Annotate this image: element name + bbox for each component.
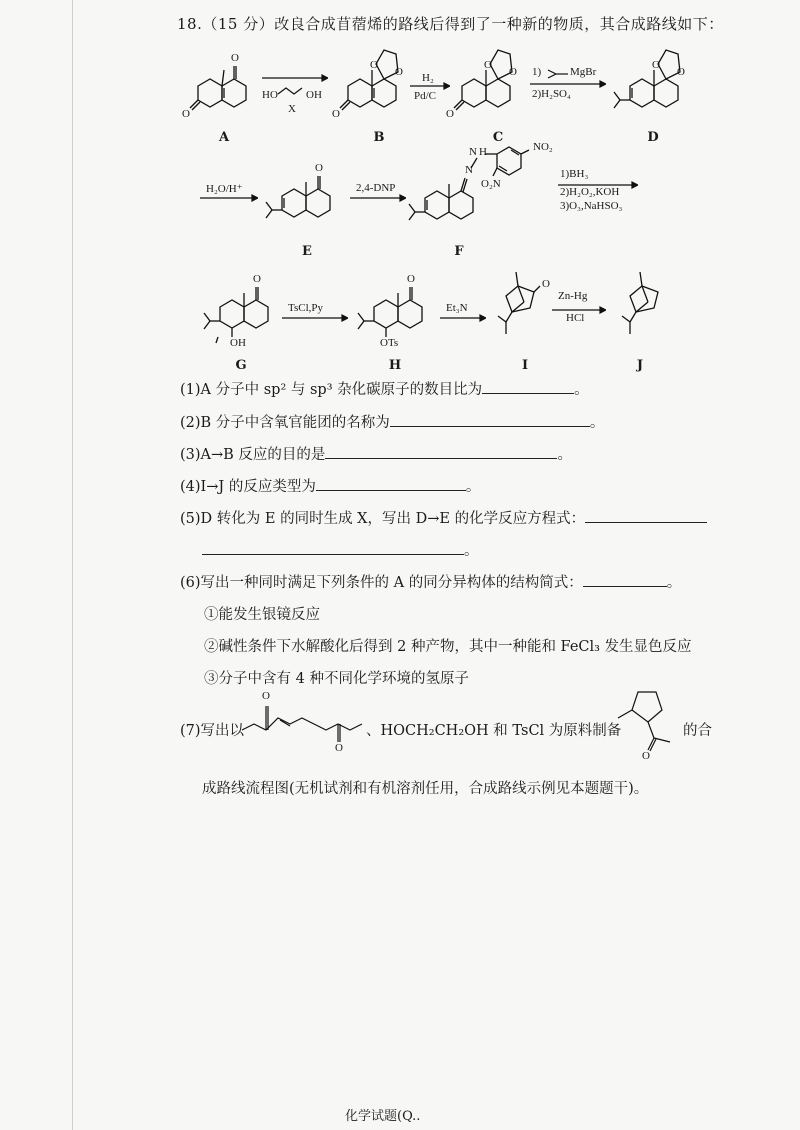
f-nitro-ortho: O₂N	[481, 178, 501, 190]
reagent-pd-c: Pd/C	[414, 90, 437, 102]
answer-blank-2[interactable]	[390, 411, 590, 427]
question-2: (2)B 分子中含氧官能团的名称为 。	[180, 411, 604, 432]
reagent-et3n: Et₃N	[446, 302, 468, 314]
d-ketal-o1: O	[652, 59, 660, 71]
compound-c-structure	[448, 32, 534, 128]
answer-blank-6[interactable]	[583, 571, 667, 587]
arrow-a-to-b	[262, 70, 328, 113]
label-d: D	[647, 130, 659, 145]
reagent-oh: OH	[306, 89, 322, 101]
question-7-start: (7)写出以	[180, 723, 245, 739]
f-hydrazine-h: H	[479, 146, 487, 158]
question-title: 18.（15 分）改良合成苜蓿烯的路线后得到了一种新的物质，其合成路线如下：	[177, 15, 724, 33]
label-h: H	[388, 358, 402, 373]
label-i: I	[521, 358, 529, 373]
q7-ketone-o-bottom: O	[335, 742, 343, 754]
reagent-ho: HO	[262, 89, 278, 101]
reagent-h2o2-koh: 2)H₂O₂,KOH	[560, 186, 620, 198]
b-ketal-o2: O	[395, 66, 403, 78]
g-ketone-o: O	[253, 273, 261, 285]
label-b: B	[373, 130, 385, 145]
question-7-middle: 、HOCH₂CH₂OH 和 TsCl 为原料制备	[366, 723, 622, 739]
b-ketal-o1: O	[370, 59, 378, 71]
condition-3: ③分子中含有 4 种不同化学环境的氢原子	[204, 671, 469, 687]
question-7-line2: 成路线流程图(无机试剂和有机溶剂任用，合成路线示例见本题题干)。	[202, 781, 649, 797]
reagent-h2: H₂	[422, 72, 434, 84]
reagent-o3: 3)O₃,NaHSO₃	[560, 200, 623, 212]
page-margin-rule	[72, 0, 73, 1130]
reagent-bh3: 1)BH₃	[560, 168, 589, 180]
d-ketal-o2: O	[677, 66, 685, 78]
question-5-continued: 。	[202, 539, 479, 560]
label-j: J	[636, 358, 644, 373]
reagent-tscl-py: TsCl,Py	[288, 302, 323, 314]
g-hydroxyl: OH	[230, 337, 246, 349]
answer-blank-1[interactable]	[482, 378, 574, 394]
answer-blank-4[interactable]	[316, 475, 466, 491]
q7-starting-material-structure	[240, 690, 368, 754]
a-ketone-o: O	[231, 52, 239, 64]
reagent-h2so4: 2)H₂SO₄	[532, 88, 571, 100]
reagent-zn-hg: Zn-Hg	[558, 290, 588, 302]
q7-ketone-o-top: O	[262, 690, 270, 702]
h-tosylate: OTs	[380, 337, 399, 349]
c-ketal-o1: O	[484, 59, 492, 71]
page-footer: 化学试题(Q..	[345, 1109, 421, 1124]
compound-g-structure	[196, 265, 286, 355]
c-ketone-o: O	[446, 108, 454, 120]
condition-2: ②碱性条件下水解酸化后得到 2 种产物，其中一种能和 FeCl₃ 发生显色反应	[204, 639, 692, 655]
label-f: F	[454, 244, 464, 259]
f-nitro-para: NO₂	[533, 141, 553, 153]
reagent-dnp: 2,4-DNP	[356, 182, 396, 194]
answer-blank-5a[interactable]	[585, 507, 707, 523]
b-enone-o: O	[332, 108, 340, 120]
label-g: G	[235, 358, 247, 373]
f-imine-n: N	[465, 164, 473, 176]
label-e: E	[302, 244, 312, 259]
a-enone-o: O	[182, 108, 190, 120]
c-ketal-o2: O	[509, 66, 517, 78]
compound-e-structure	[262, 162, 348, 238]
reagent-acid-water: H₂O/H⁺	[206, 183, 243, 195]
reagent-mgbr: MgBr	[570, 66, 597, 78]
compound-f-structure	[405, 140, 555, 240]
arrow-c-to-d	[530, 62, 606, 100]
question-6: (6)写出一种同时满足下列条件的 A 的同分异构体的结构简式： 。	[180, 571, 681, 592]
answer-blank-5b[interactable]	[202, 539, 464, 555]
label-a: A	[218, 130, 230, 145]
h-ketone-o: O	[407, 273, 415, 285]
question-4: (4)I→J 的反应类型为 。	[180, 475, 480, 496]
answer-blank-3[interactable]	[325, 443, 557, 459]
e-ketone-o: O	[315, 162, 323, 174]
i-ketone-o: O	[542, 278, 550, 290]
compound-a-structure	[184, 48, 264, 128]
label-c: C	[492, 130, 504, 145]
compound-h-structure	[350, 265, 440, 355]
compound-b-structure	[334, 32, 420, 128]
f-hydrazine-n: N	[469, 146, 477, 158]
question-5: (5)D 转化为 E 的同时生成 X，写出 D→E 的化学反应方程式：	[180, 507, 707, 528]
reagent-hcl: HCl	[566, 312, 585, 324]
q7-target-o: O	[642, 750, 650, 762]
condition-1: ①能发生银镜反应	[204, 607, 320, 623]
compound-d-structure	[610, 32, 700, 128]
reagent-x: X	[288, 103, 296, 115]
question-1: (1)A 分子中 sp² 与 sp³ 杂化碳原子的数目比为 。	[180, 378, 589, 399]
question-3: (3)A→B 反应的目的是 。	[180, 443, 572, 464]
q7-target-structure	[614, 688, 684, 764]
question-7-end: 的合	[683, 723, 712, 739]
reagent-step1: 1)	[532, 66, 542, 78]
compound-j-structure	[610, 262, 690, 352]
